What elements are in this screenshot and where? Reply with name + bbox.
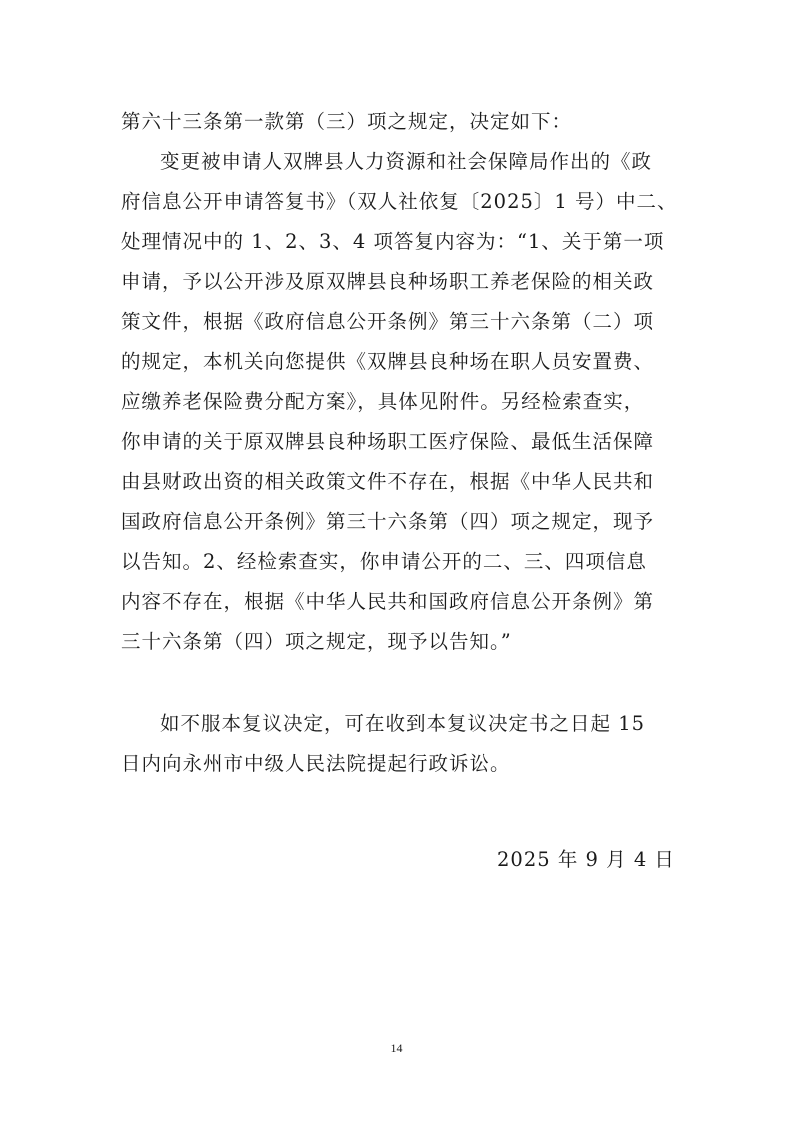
body-text-line: 日内向永州市中级人民法院提起行政诉讼。 xyxy=(121,752,511,775)
document-date: 2025 年 9 月 4 日 xyxy=(497,848,675,871)
body-text-line: 三十六条第（四）项之规定，现予以告知。” xyxy=(121,630,512,653)
body-text-line: 申请，予以公开涉及原双牌县良种场职工养老保险的相关政 xyxy=(121,270,655,293)
page-number: 14 xyxy=(390,1041,403,1055)
body-text-line: 处理情况中的 1、2、3、4 项答复内容为：“1、关于第一项 xyxy=(121,230,665,253)
body-text-line: 第六十三条第一款第（三）项之规定，决定如下： xyxy=(121,110,573,133)
body-text-line: 应缴养老保险费分配方案》，具体见附件。另经检索查实， xyxy=(121,390,645,413)
body-text-line: 如不服本复议决定，可在收到本复议决定书之日起 15 xyxy=(160,712,646,735)
body-text-line: 你申请的关于原双牌县良种场职工医疗保险、最低生活保障 xyxy=(121,430,655,453)
body-text-line: 变更被申请人双牌县人力资源和社会保障局作出的《政 xyxy=(160,150,653,173)
body-text-line: 府信息公开申请答复书》（双人社依复〔2025〕1 号）中二、 xyxy=(121,190,678,213)
body-text-line: 的规定，本机关向您提供《双牌县良种场在职人员安置费、 xyxy=(121,350,655,373)
body-text-line: 内容不存在，根据《中华人民共和国政府信息公开条例》第 xyxy=(121,590,655,613)
body-text-line: 以告知。2、经检索查实，你申请公开的二、三、四项信息 xyxy=(121,550,647,573)
body-text-line: 由县财政出资的相关政策文件不存在，根据《中华人民共和 xyxy=(121,470,655,493)
body-text-line: 国政府信息公开条例》第三十六条第（四）项之规定，现予 xyxy=(121,510,655,533)
body-text-line: 策文件，根据《政府信息公开条例》第三十六条第（二）项 xyxy=(121,310,655,333)
